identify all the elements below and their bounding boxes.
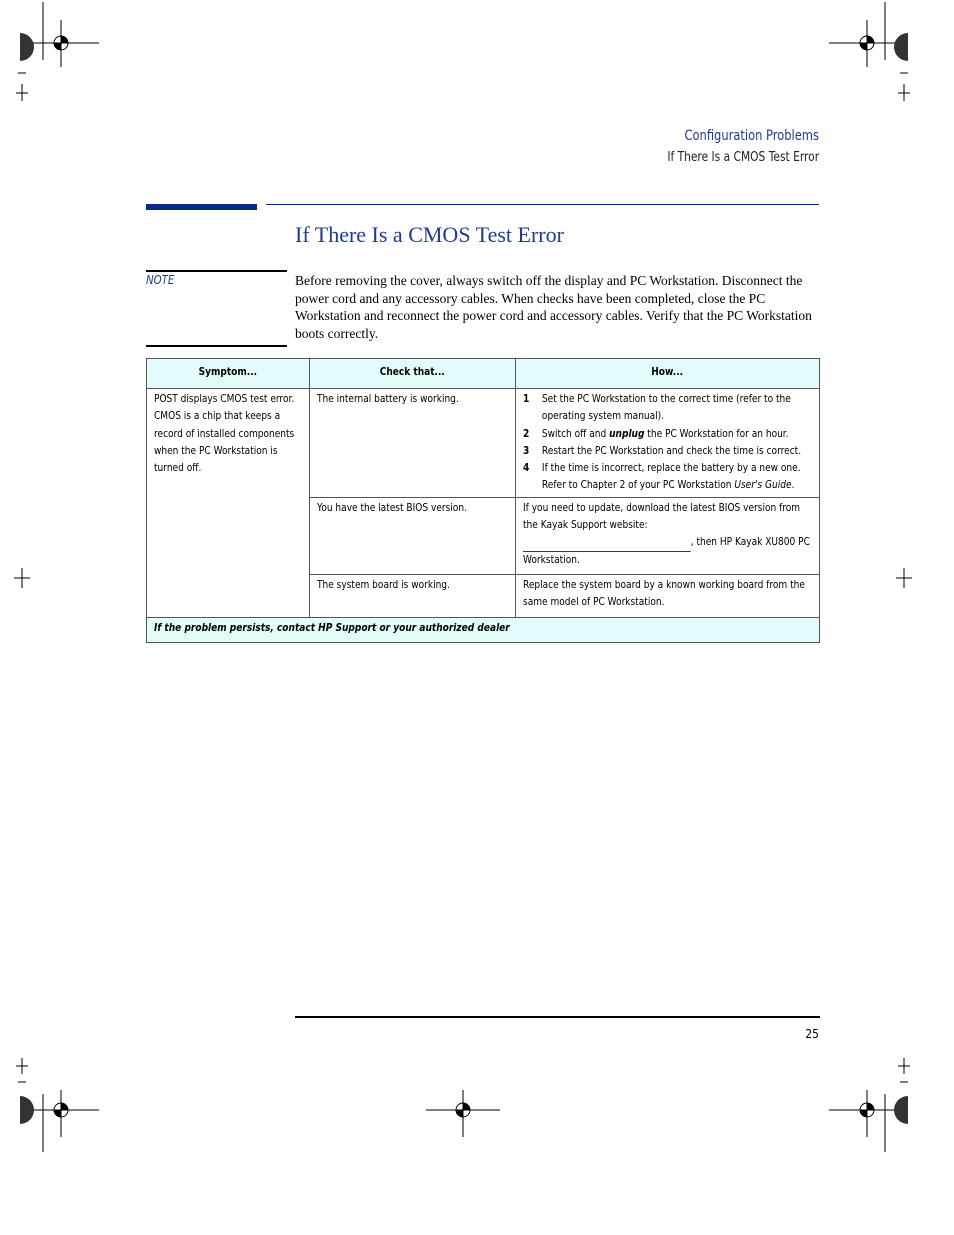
table-row bbox=[147, 389, 820, 498]
note-rule-bottom bbox=[146, 345, 287, 347]
table-header-row bbox=[147, 359, 820, 389]
check-cell: The system board is working. bbox=[310, 574, 516, 617]
how-cell: If you need to update, download the latest BIOS version from the Kayak Support website: , then HP Kayak XU800 PC Workstation. bbox=[516, 497, 820, 574]
how-cell bbox=[516, 389, 820, 498]
table-footer-cell: If the problem persists, contact HP Support or your authorized dealer bbox=[147, 617, 820, 642]
page-title: If There Is a CMOS Test Error bbox=[295, 222, 564, 247]
check-cell: You have the latest BIOS version. bbox=[310, 497, 516, 574]
table-footer-row bbox=[147, 617, 820, 642]
troubleshooting-table bbox=[146, 358, 820, 643]
section-rule-thin bbox=[266, 204, 819, 205]
note-label: NOTE bbox=[146, 273, 175, 287]
section-rule-thick bbox=[146, 204, 257, 210]
header-how: How... bbox=[516, 359, 820, 389]
symptom-cell: POST displays CMOS test error. CMOS is a chip that keeps a record of installed components when the PC Workstation is turned off. bbox=[147, 389, 310, 618]
check-cell: The internal battery is working. bbox=[310, 389, 516, 498]
header-symptom: Symptom... bbox=[147, 359, 310, 389]
step-item: 1 Set the PC Workstation to the correct time (refer to the operating system manual). bbox=[523, 393, 791, 423]
note-text: Before removing the cover, always switch off the display and PC Workstation. Disconnect the power cord and any accessory cables. When checks have been completed, close the PC Workstation and reconnect the power cord and accessory cables. Verify that the PC Workstation boots correctly. bbox=[295, 273, 812, 341]
how-cell: Replace the system board by a known working board from the same model of PC Workstation. bbox=[516, 574, 820, 617]
note-rule-top bbox=[146, 270, 287, 272]
header-check: Check that... bbox=[310, 359, 516, 389]
footer-rule bbox=[295, 1016, 820, 1018]
running-header-section: Configuration Problems bbox=[684, 128, 819, 144]
support-website-link[interactable] bbox=[523, 537, 691, 552]
step-item: 4 If the time is incorrect, replace the battery by a new one. Refer to Chapter 2 of your PC Workstation User's Guide. bbox=[523, 462, 801, 492]
step-item: 3 Restart the PC Workstation and check the time is correct. bbox=[523, 444, 802, 457]
page-number: 25 bbox=[805, 1026, 819, 1041]
step-item: 2 Switch off and unplug the PC Workstation for an hour. bbox=[523, 427, 789, 440]
running-header-topic: If There Is a CMOS Test Error bbox=[667, 150, 819, 165]
